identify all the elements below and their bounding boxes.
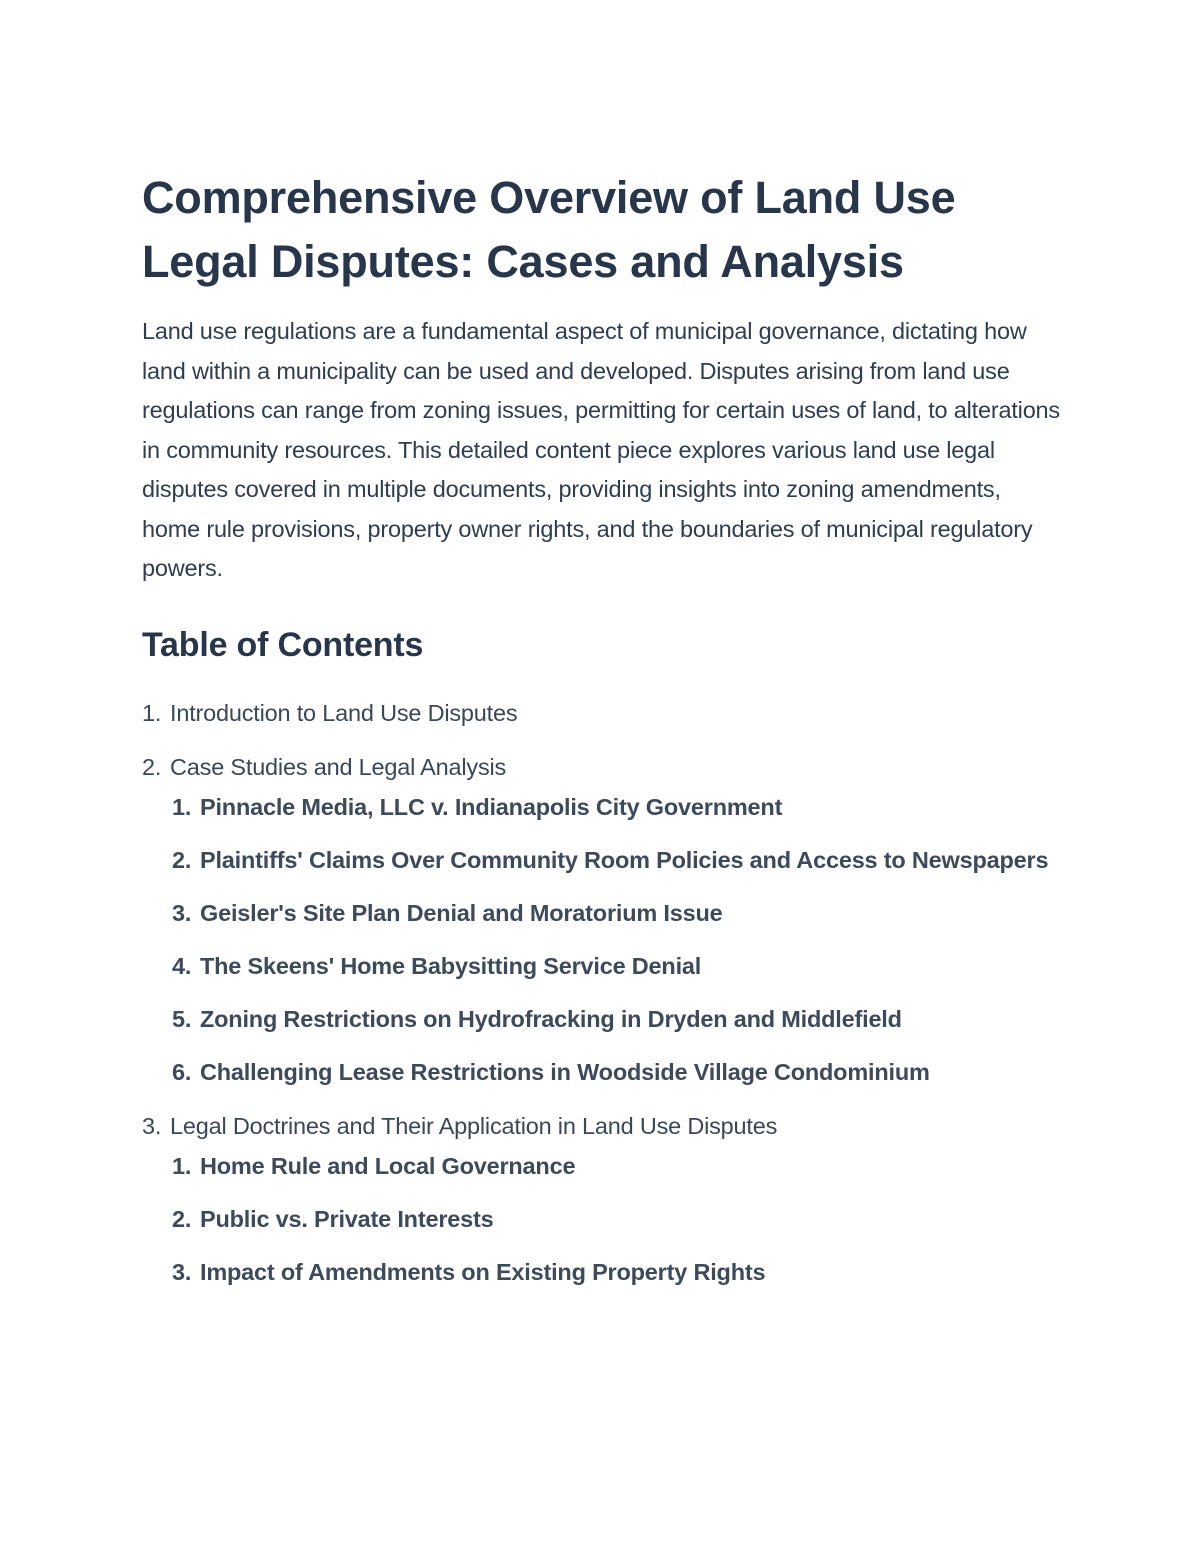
toc-subitem-number: 4. xyxy=(172,952,192,979)
toc-item-introduction[interactable] xyxy=(142,693,1062,733)
toc-subitem-number: 3. xyxy=(172,899,192,926)
toc-subitem-label: Geisler's Site Plan Denial and Moratorium Issue xyxy=(200,899,723,926)
toc-subitem-hydrofracking[interactable] xyxy=(142,999,1062,1039)
toc-subitem-public-vs-private[interactable] xyxy=(142,1199,1062,1239)
toc-item-label: Introduction to Land Use Disputes xyxy=(170,699,518,726)
toc-item-number: 2. xyxy=(142,753,162,780)
toc-subitem-label: The Skeens' Home Babysitting Service Denial xyxy=(200,952,702,979)
toc-item-case-studies[interactable] xyxy=(142,747,1062,787)
toc-item-legal-doctrines[interactable] xyxy=(142,1106,1062,1146)
toc-item-number: 1. xyxy=(142,699,162,726)
toc-subitem-amendments-impact[interactable] xyxy=(142,1252,1062,1292)
toc-subitem-skeens[interactable] xyxy=(142,946,1062,986)
toc-subitem-woodside-village[interactable] xyxy=(142,1052,1062,1092)
document-title: Comprehensive Overview of Land Use Legal Disputes: Cases and Analysis xyxy=(142,172,956,287)
toc-item-label: Case Studies and Legal Analysis xyxy=(170,753,507,780)
intro-paragraph: Land use regulations are a fundamental aspect of municipal governance, dictating how land within a municipality can be used and developed. Disputes arising from land use regulations can range from zoning issues, permitting for certain uses of land, to alterations in community resources. This detailed content piece explores various land use legal disputes covered in multiple documents, providing insights into zoning amendments, home rule provisions, property owner rights, and the boundaries of municipal regulatory powers. xyxy=(142,318,1060,581)
toc-subitem-number: 6. xyxy=(172,1058,192,1085)
document-page xyxy=(142,166,1062,1292)
toc-subitem-label: Pinnacle Media, LLC v. Indianapolis City Government xyxy=(200,793,783,820)
toc-subitem-label: Home Rule and Local Governance xyxy=(200,1152,576,1179)
toc-subitem-number: 2. xyxy=(172,846,192,873)
toc-subitem-number: 5. xyxy=(172,1005,192,1032)
toc-subitem-label: Challenging Lease Restrictions in Woodside Village Condominium xyxy=(200,1058,930,1085)
table-of-contents xyxy=(142,693,1062,1292)
toc-subitem-label: Zoning Restrictions on Hydrofracking in Dryden and Middlefield xyxy=(200,1005,902,1032)
toc-subitem-number: 1. xyxy=(172,1152,192,1179)
toc-item-label: Legal Doctrines and Their Application in Land Use Disputes xyxy=(170,1112,778,1139)
toc-subitem-number: 1. xyxy=(172,793,192,820)
toc-subitem-home-rule[interactable] xyxy=(142,1146,1062,1186)
toc-subitem-geisler[interactable] xyxy=(142,893,1062,933)
toc-subitem-pinnacle-media[interactable] xyxy=(142,787,1062,827)
toc-item-number: 3. xyxy=(142,1112,162,1139)
toc-subitem-plaintiffs-claims[interactable] xyxy=(142,840,1062,880)
toc-sublist-legal-doctrines xyxy=(142,1146,1062,1292)
toc-subitem-label: Plaintiffs' Claims Over Community Room Policies and Access to Newspapers xyxy=(200,846,1049,873)
toc-subitem-label: Impact of Amendments on Existing Property Rights xyxy=(200,1258,766,1285)
toc-subitem-label: Public vs. Private Interests xyxy=(200,1205,494,1232)
toc-heading: Table of Contents xyxy=(142,625,424,664)
toc-sublist-case-studies xyxy=(142,787,1062,1092)
toc-subitem-number: 3. xyxy=(172,1258,192,1285)
toc-subitem-number: 2. xyxy=(172,1205,192,1232)
